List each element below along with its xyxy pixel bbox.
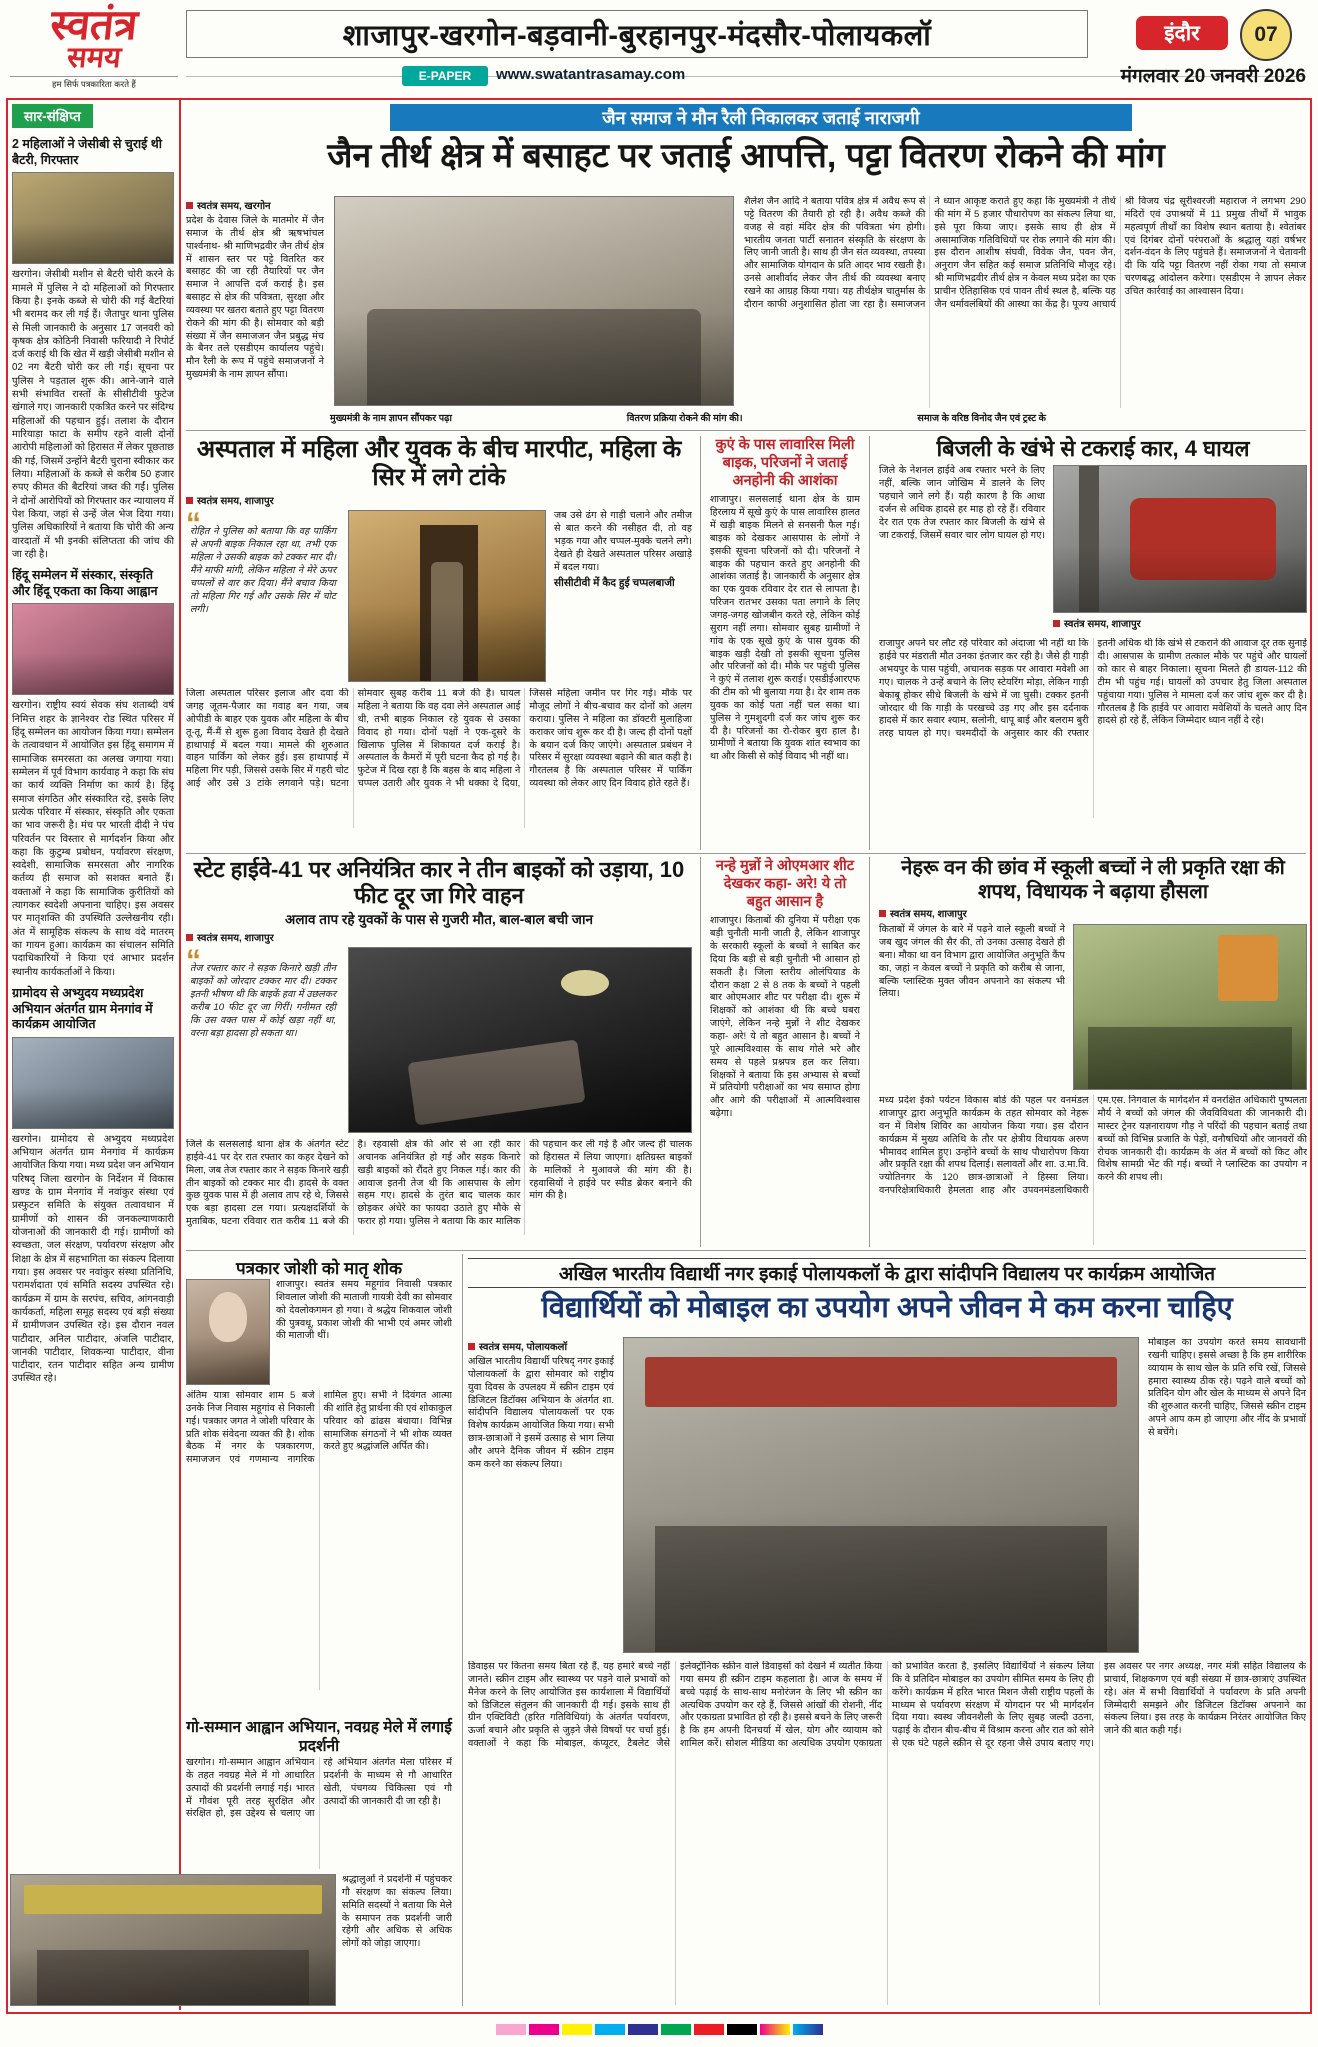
dateline-square-icon: [186, 934, 193, 941]
hospital-fight-story: [186, 436, 692, 850]
lead-body-text: शैलेश जैन आदि ने बताया पवित्र क्षेत्र में अवैध रूप से पट्टे वितरण की तैयारी हो रही है। अवैध कब्जे की वजह से वहां मंदिर क्षेत्र की पवित्रता भंग होगी। भारतीय जनता पार्टी सनातन संस्कृति के संरक्षण के लिए जानी जाती है। साथ ही जैन संत व्यवस्था, तपस्या और सामाजिक योगदान के प्रति आदर भाव रखती है। उनसे आशीर्वाद लेकर जैन तीर्थ की व्यवस्था बनाए रखने का आग्रह किया गया। यह तीर्थक्षेत्र चातुर्मास के दौरान काफी अनुशासित होता जा रहा है। समाजजन ने ध्यान आकृष्ट कराते हुए कहा कि मुख्यमंत्री ने तीर्थ की मांग में 5 हजार पौधारोपण का संकल्प लिया था, इसे पूरा किया जाए। इसके साथ ही क्षेत्र में असामाजिक गतिविधियों पर रोक लगाने की मांग की। इस दौरान आशीष संघवी, विवेक जैन, पवन जैन, अनुराग जैन सहित कई समाज प्रतिनिधि मौजूद रहे। श्री माणिभद्रवीर तीर्थ क्षेत्र न केवल मध्य प्रदेश का एक प्राचीन ऐतिहासिक एवं पावन तीर्थ स्थल है, बल्कि यह जैन धर्मावलंबियों की आस्था का केंद्र है। पूज्य आचार्य श्री विजय चंद्र सूरीश्वरजी महाराज ने लगभग 290 मंदिरों एवं उपाश्रयों में 11 प्रमुख तीर्थों में भावुक महत्वपूर्ण तीर्थों का विशेष स्थान बताया है। श्वेतांबर एवं दिगंबर दोनों परंपराओं के श्रद्धालु यहां वर्षभर दर्शन-वंदन के लिए पहुंचते हैं। समाजजनों ने चेतावनी दी कि यदि पट्टा वितरण नहीं रोका गया तो समाज चरणबद्ध आंदोलन करेगा। एसडीएम ने ज्ञापन लेकर उचित कार्रवाई का आश्वासन दिया।: [744, 196, 1306, 310]
mobile-story-headline: विद्यार्थियों को मोबाइल का उपयोग अपने जीवन मे कम करना चाहिए: [541, 1292, 1233, 1324]
print-registration-strip: [0, 2024, 1318, 2035]
lead-photo-captions: [330, 411, 1046, 424]
story-subhead: अलाव ताप रहे युवकों के पास से गुजरी मौत, बाल-बाल बची जान: [285, 912, 593, 928]
epaper-label[interactable]: E-PAPER: [402, 66, 488, 86]
edition-date: मंगलवार 20 जनवरी 2026: [1120, 66, 1306, 87]
dateline-square-icon: [186, 497, 193, 504]
dateline-square-icon: [468, 1343, 475, 1350]
story-intro-text: शाजापुर। स्वतंत्र समय महूगांव निवासी पत्रकार शिवलाल जोशी की माताजी गायत्री देवी का सोमवार को देवलोकगमन हो गया। वे श्रद्धेय शिकवाल जोशी की पुत्रवधू, प्रकाश जोशी की भाभी एवं अमर जोशी की माताजी थीं।: [276, 1279, 452, 1342]
mobile-story: [468, 1337, 1306, 1655]
print-color-mark: [661, 2024, 691, 2035]
bike-crash-photo: [348, 947, 692, 1133]
section-divider: [186, 853, 1306, 854]
car-pole-crash-story: [869, 436, 1307, 850]
story-intro-column: किताबों में जंगल के बारे में पढ़ने वाले स्कूली बच्चों ने जब खुद जंगल की सैर की, तो उनका उत्साह देखते ही बना। मौका था वन विभाग द्वारा आयोजित अनुभूति कैंप का, जहां न केवल बच्चों ने प्रकृति को करीब से जाना, बल्कि प्लास्टिक मुक्त जीवन अपनाने का संकल्प भी लिया।: [879, 924, 1065, 1000]
lead-story: [186, 196, 1306, 408]
sidebar-article-body: खरगोन। राष्ट्रीय स्वयं सेवक संघ शताब्दी वर्ष निमित्त शहर के ज्ञानेश्वर रोड स्थित परिसर में हिंदू सम्मेलन का आयोजन किया गया। सम्मेलन के तत्वावधान में आयोजित इस हिंदू समागम में सामाजिक समरसता का अलख जगाया गया। सम्मेलन में पूर्व विभाग कार्यवाह ने कहा कि संघ का कार्य व्यक्ति निर्माण का कार्य है। हिंदू समाज संगठित और संस्कारित रहे, इसके लिए प्रत्येक परिवार में संस्कार, संस्कृति और एकता का भाव जरूरी है। मंच पर भारती दीदी ने पंच परिवर्तन पर विस्तार से मार्गदर्शन किया और कहा कि कुटुम्ब प्रबोधन, पर्यावरण संरक्षण, स्वदेशी, सामाजिक समरसता और नागरिक कर्तव्य ही समाज को सशक्त बनाते हैं। वक्ताओं ने कहा कि सामाजिक कुरीतियों को त्यागकर स्वदेशी अपनाना चाहिए। इस अवसर पर मातृशक्ति की उपस्थिति उल्लेखनीय रही। अंत में सामूहिक संकल्प के साथ वंदे मातरम् का गायन हुआ। कार्यक्रम का संचालन समिति पदाधिकारियों ने किया एवं आभार प्रदर्शन स्थानीय कार्यकर्ताओं ने किया।: [12, 700, 174, 978]
forest-camp-photo: [1073, 924, 1307, 1090]
sidebar-article: [12, 986, 174, 1386]
omr-sheet-story: [700, 857, 860, 1247]
story-body-text: अंतिम यात्रा सोमवार शाम 5 बजे उनके निज निवास महूगांव से निकाली गई। पत्रकार जगत ने जोशी परिवार के प्रति शोक संवेदना व्यक्त की है। शोक बैठक में नगर के पत्रकारगण, समाजजन एवं गणमान्य नागरिक शामिल हुए। सभी ने दिवंगत आत्मा की शांति हेतु प्रार्थना की एवं शोकाकुल परिवार को ढांढस बंधाया। विभिन्न सामाजिक संगठनों ने भी शोक व्यक्त करते हुए श्रद्धांजलि अर्पित की।: [186, 1390, 452, 1466]
dateline-square-icon: [879, 910, 886, 917]
witness-quote: “ तेज रफ्तार कार ने सड़क किनारे खड़ी तीन बाइकों को जोरदार टक्कर मार दी। टक्कर इतनी भीषण थी कि बाइकें हवा में उछलकर करीब 10 फीट दूर जा गिरीं। गनीमत रही कि उस वक्त पास में कोई खड़ा नहीं था, वरना बड़ा हादसा हो सकता था।: [186, 947, 340, 1133]
story-body-text: जिले के सलसलाई थाना क्षेत्र के अंतर्गत स्टेट हाईवे-41 पर देर रात रफ्तार का कहर देखने को मिला, जब तेज रफ्तार कार ने सड़क किनारे खड़ी तीन बाइकों को टक्कर मार दी। हादसे के वक्त कुछ युवक पास में ही अलाव ताप रहे थे, जिससे एक बड़ा हादसा टल गया। प्रत्यक्षदर्शियों के मुताबिक, घटना रविवार रात करीब 11 बजे की है। रहवासी क्षेत्र की ओर से आ रही कार अचानक अनियंत्रित हो गई और सड़क किनारे खड़ी बाइकों को रौंदते हुए निकल गई। कार की आवाज इतनी तेज थी कि आसपास के लोग सहम गए। हादसे के तुरंत बाद चालक कार छोड़कर अंधेरे का फायदा उठाते हुए मौके से फरार हो गया। पुलिस ने बताया कि कार मालिक की पहचान कर ली गई है और जल्द ही चालक को हिरासत में लिया जाएगा। क्षतिग्रस्त बाइकों के मालिकों ने मुआवजे की मांग की है। रहवासियों ने हाईवे पर स्पीड ब्रेकर बनाने की मांग की है।: [186, 1139, 692, 1228]
paper-tagline: हम सिर्फ पत्रकारिता करते हैं: [10, 76, 178, 90]
side-text: जब उसे ढंग से गाड़ी चलाने और तमीज से बात करने की नसीहत दी, तो वह भड़क गया और चप्पल-मुक्के चलने लगे। देखते ही देखते अस्पताल परिसर अखाड़े में बदल गया।: [554, 510, 692, 573]
sidebar-article: [12, 568, 174, 979]
journalist-obituary-story: [186, 1256, 452, 1712]
print-color-mark: [727, 2024, 757, 2035]
story-headline: अस्पताल में महिला और युवक के बीच मारपीट, महिला के सिर में लगे टांके: [196, 436, 682, 491]
logo-line2: समय: [65, 42, 123, 74]
crashed-car-photo: [1053, 465, 1307, 613]
news-briefs-sidebar: [12, 104, 174, 1866]
page-number: 07: [1240, 9, 1292, 61]
website-link[interactable]: www.swatantrasamay.com: [496, 66, 686, 83]
story-headline: स्टेट हाईवे-41 पर अनियंत्रित कार ने तीन बाइकों को उड़ाया, 10 फीट दूर जा गिरे वाहन: [193, 857, 685, 908]
story-headline: पत्रकार जोशी को मातृ शोक: [235, 1259, 403, 1278]
story-subhead: सीसीटीवी में कैद हुई चप्पलबाजी: [554, 577, 675, 590]
story-headline: कुएं के पास लावारिस मिली बाइक, परिजनों ने जताई अनहोनी की आशंका: [715, 437, 855, 490]
story-headline: नन्हे मुन्नों ने ओएमआर शीट देखकर कहा- अरे! ये तो बहुत आसान है: [715, 858, 855, 911]
photo-caption: समाज के वरिष्ठ विनोद जैन एवं ट्रस्ट के: [917, 413, 1046, 424]
cow-story-body-continued: श्रद्धालुओं ने प्रदर्शनी में पहुंचकर गौ संरक्षण का संकल्प लिया। समिति सदस्यों ने बताया कि मेले के समापन तक प्रदर्शनी जारी रहेगी और अधिक से अधिक लोगों को जोड़ा जाएगा।: [342, 1874, 452, 1950]
story-headline: बिजली के खंभे से टकराई कार, 4 घायल: [936, 436, 1250, 461]
exhibition-photo: [10, 1874, 336, 2006]
dateline-square-icon: [186, 202, 193, 209]
print-color-mark: [793, 2024, 823, 2035]
obituary-portrait-photo: [186, 1279, 270, 1385]
sidebar-article-headline: हिंदू सम्मेलन में संस्कार, संस्कृति और हिंदू एकता का किया आह्वान: [12, 568, 158, 598]
story-side-column: मोबाइल का उपयोग करते समय सावधानी रखनी चाहिए। इससे अच्छा है कि हम शारीरिक व्यायाम के साथ खेल के प्रति रुचि रखें, जिससे हमारा स्वास्थ्य ठीक रहे। पढ़ने वाले बच्चों को प्रतिदिन योग और खेल के माध्यम से अपने दिन की शुरुआत करनी चाहिए, जिससे स्क्रीन टाइम अपने आप कम हो जाएगा और नींद के प्रभावों से बचेंगे।: [1148, 1337, 1306, 1438]
story-intro-text: अखिल भारतीय विद्यार्थी परिषद् नगर इकाई पोलायकलॉ के द्वारा सोमवार को राष्ट्रीय युवा दिवस के उपलक्ष्य में स्क्रीन टाइम एवं डिजिटल डिटॉक्स अभियान के अंतर्गत शा. सांदीपनि विद्यालय पोलायकलॉ पर एक विशेष कार्यक्रम आयोजित किया गया। सभी छात्र-छात्राओं ने इसमें उत्साह से भाग लिया और अपने दैनिक जीवन में स्क्रीन टाइम कम करने का संकल्प लिया।: [468, 1356, 614, 1470]
story-intro-column: जिले के नेशनल हाईवे अब रफ्तार भरने के लिए नहीं, बल्कि जान जोखिम में डालने के लिए पहचाने जाने लगे हैं। यही कारण है कि आधा दर्जन से अधिक हादसे हर माह हो रहे हैं। रविवार देर रात एक तेज रफ्तार कार बिजली के खंभे से जा टकराई, जिसमें सवार चार लोग घायल हो गए।: [879, 465, 1046, 541]
story-side-column: [554, 510, 692, 682]
nature-pledge-story: [869, 857, 1307, 1247]
section-divider: [186, 430, 1306, 431]
highway-crash-story: [186, 857, 692, 1247]
story-body-text: शाजापुर। किताबों की दुनिया में परीक्षा एक बड़ी चुनौती मानी जाती है, लेकिन शाजापुर के सरकारी स्कूलों के बच्चों ने साबित कर दिया कि बड़ी से बड़ी चुनौती भी आसान हो सकती है। जिला स्तरीय ओलंपियाड के दौरान कक्षा 2 से 8 तक के बच्चों ने पहली बार ओएमआर शीट पर परीक्षा दी। शुरू में शिक्षकों को आशंका थी कि बच्चे घबरा जाएंगे, लेकिन नन्हे मुन्नों ने शीट देखकर कहा- अरे! ये तो बहुत आसान है। बच्चों ने पूरे आत्मविश्वास के साथ गोले भरे और समय से पहले प्रश्नपत्र हल कर लिया। शिक्षकों ने बताया कि इस अभ्यास से बच्चों में प्रतियोगी परीक्षाओं का भय समाप्त होगा और आगे की परीक्षाओं में आत्मविश्वास बढ़ेगा।: [710, 915, 860, 1120]
section-divider: [186, 1250, 1306, 1251]
print-color-mark: [562, 2024, 592, 2035]
lead-intro-column: [186, 196, 324, 408]
sidebar-article-headline: 2 महिलाओं ने जेसीबी से चुराई थी बैटरी, गिरफ्तार: [12, 137, 163, 167]
lead-intro-text: प्रदेश के देवास जिले के मातमोर में जैन समाज के तीर्थ क्षेत्र श्री ऋषभांचल पार्श्वनाथ- श्री माणिभद्रवीर जैन तीर्थ क्षेत्र में शासन स्तर पर पट्टे वितरित कर बसाहट की जा रही तैयारियों पर जैन समाज ने आपत्ति दर्ज कराई है। इस बसाहट से क्षेत्र की पवित्रता, सुरक्षा और व्यवस्था पर खतरा बताते हुए पट्टा वितरण रोकने की मांग की है। सोमवार को बड़ी संख्या में जैन समाजजन जैन प्रबुद्ध मंच के बैनर तले एसडीएम कार्यालय पहुंचे। मौन रैली के रूप में पहुंचे समाजजनों ने मुख्यमंत्री के नाम ज्ञापन सौंपा।: [186, 215, 324, 381]
dateline-square-icon: [1053, 620, 1060, 627]
lead-kicker-banner: जैन समाज ने मौन रैली निकालकर जताई नाराजगी: [390, 104, 1132, 131]
column-divider: [462, 1254, 463, 2006]
sidebar-article-body: खरगोन। ग्रामोदय से अभ्युदय मध्यप्रदेश अभियान अंतर्गत ग्राम मेनगांव में कार्यक्रम आयोजित किया गया। मध्य प्रदेश जन अभियान परिषद् जिला खरगोन के निर्देशन में विकास खण्ड के ग्राम मेनगांव में नवांकुर संस्था एवं प्रस्फुटन समिति के संयुक्त तत्वावधान में ग्रामीणों को शासन की जनकल्याणकारी योजनाओं की जानकारी दी गई। ग्रामीणों को स्वच्छता, जल संरक्षण, पर्यावरण संरक्षण और शिक्षा के क्षेत्र में सहभागिता का संकल्प दिलाया गया। इस अवसर पर नवांकुर संस्था प्रतिनिधि, परामर्शदाता एवं समिति सदस्य उपस्थित रहे। कार्यक्रम में ग्राम के सरपंच, सचिव, आंगनवाड़ी कार्यकर्ता, महिला समूह सदस्य एवं बड़ी संख्या में ग्रामीणजन उपस्थित रहे। इस दौरान नवल पाटीदार, अनिल पाटीदार, अंजलि पाटीदार, जानकी पाटीदार, शिवकन्या पाटीदार, वीना पाटीदार, रतन पाटीदार सहित अन्य ग्रामीण उपस्थित रहे।: [12, 1133, 174, 1385]
print-color-mark: [628, 2024, 658, 2035]
print-color-mark: [760, 2024, 790, 2035]
abandoned-bike-story: [700, 436, 860, 850]
print-color-mark: [496, 2024, 526, 2035]
story-dateline: स्वतंत्र समय, शाजापुर: [186, 493, 692, 507]
print-color-mark: [595, 2024, 625, 2035]
story-photo-column: [1053, 465, 1307, 633]
sidebar-divider: [179, 98, 181, 2010]
story-body-text: मध्य प्रदेश ईको पर्यटन विकास बोर्ड की पहल पर वनमंडल शाजापुर द्वारा अनुभूति कार्यक्रम के तहत सोमवार को नेहरू वन में विशेष शिविर का आयोजन किया गया। इस दौरान कार्यक्रम में मुख्य अतिथि के तौर पर क्षेत्रीय विधायक अरुण भीमावद शामिल हुए। उन्होंने बच्चों के साथ पौधारोपण किया और प्रकृति रक्षा की शपथ दिलाई। सलावतों और शा. उ.मा.वि. ज्योतिनगर के 120 छात्र-छात्राओं ने हिस्सा लिया। वनपरिक्षेत्राधिकारी हेमलता शाह और उपवनमंडलाधिकारी एम.एस. निगवाल के मार्गदर्शन में वनरक्षित अधिकारी पुष्पलता मौर्य ने बच्चों को जंगल की जैवविविधता की जानकारी दी। मास्टर ट्रेनर यज्ञनारायण गौड़ ने परिंदों की पहचान बताई तथा बच्चों को विभिन्न प्रजाति के पेड़ों, वनौषधियों और जानवरों की रोचक जानकारी दी। कार्यक्रम के अंत में बच्चों को किट और विशेष सामग्री भेंट की गई। बच्चों ने प्लास्टिक का उपयोग न करने की शपथ ली।: [879, 1095, 1307, 1197]
story-body-text: राजापुर अपने घर लौट रहे परिवार को अंदाजा भी नहीं था कि हाईवे पर मंडराती मौत उनका इंतजार कर रही है। जैसे ही गाड़ी अभयपुर के पास पहुंची, अचानक सड़क पर आवारा मवेशी आ गए। चालक ने उन्हें बचाने के लिए स्टेयरिंग मोड़ा, लेकिन गाड़ी बेकाबू होकर सीधे बिजली के खंभे में जा घुसी। टक्कर इतनी जोरदार थी कि गाड़ी के परखच्चे उड़ गए और इस दर्दनाक हादसे में कार सवार श्याम, सलोनी, धापू बाई और बलराम बुरी तरह घायल हो गए। चश्मदीदों के अनुसार कार की रफ्तार इतनी अधिक थी कि खंभे से टकराने की आवाज दूर तक सुनाई दी। आसपास के ग्रामीण तत्काल मौके पर पहुंचे और घायलों को कार से बाहर निकाला। सूचना मिलते ही डायल-112 की टीम भी पहुंच गई। घायलों को उपचार हेतु जिला अस्पताल पहुंचाया गया। पुलिस ने मामला दर्ज कर जांच शुरू कर दी है। गौरतलब है कि हाईवे पर आवारा मवेशियों के चलते आए दिन हादसे हो रहे हैं, लेकिन जिम्मेदार ध्यान नहीं दे रहे।: [879, 638, 1307, 740]
story-body-text: जिला अस्पताल परिसर इलाज और दवा की जगह जूतम-पैजार का गवाह बन गया, जब ओपीडी के बाहर एक युवक और महिला के बीच तू-तू, मैं-मैं से शुरू हुआ विवाद देखते ही देखते हाथापाई में बदल गया। मामले की शुरुआत वाहन पार्किंग को लेकर हुई। इस हाथापाई में महिला गिर पड़ी, जिससे उसके सिर में गहरी चोट आई और उसे 3 टांके लगवाने पड़े। घटना सोमवार सुबह करीब 11 बजे की है। घायल महिला ने बताया कि वह दवा लेने अस्पताल आई थी, तभी बाइक निकाल रहे युवक से उसका विवाद हो गया। दोनों पक्षों ने एक-दूसरे के खिलाफ पुलिस में शिकायत दर्ज कराई है। अस्पताल के कैमरों में पूरी घटना कैद हो गई है। फुटेज में दिख रहा है कि बहस के बाद महिला ने चप्पल उतारी और युवक ने भी धक्का दे दिया, जिससे महिला जमीन पर गिर गई। मौके पर मौजूद लोगों ने बीच-बचाव कर दोनों को अलग कराया। पुलिस ने महिला का डॉक्टरी मुलाहिजा कराकर जांच शुरू कर दी है। जल्द ही दोनों पक्षों के बयान दर्ज किए जाएंगे। अस्पताल प्रबंधन ने परिसर में सुरक्षा व्यवस्था बढ़ाने की बात कही है। गौरतलब है कि अस्पताल परिसर में पार्किंग व्यवस्था को लेकर आए दिन विवाद होते रहते हैं।: [186, 688, 692, 790]
story-body-text: शाजापुर। सलसलाई थाना क्षेत्र के ग्राम हिरलाय में सूखे कुएं के पास लावारिस हालत में खड़ी बाइक मिलने से सनसनी फैल गई। बाइक को देखकर आसपास के लोगों ने इसकी सूचना परिजनों को दी। परिजनों ने बाइक की पहचान करते हुए अनहोनी की आशंका जताई है। जानकारी के अनुसार क्षेत्र का एक युवक रविवार देर रात से लापता है। परिजन रातभर उसका पता लगाने के लिए जगह-जगह खोजबीन करते रहे, लेकिन कोई सुराग नहीं लगा। सोमवार सुबह ग्रामीणों ने गांव के एक सूखे कुएं के पास युवक की बाइक खड़ी देखी तो इसकी सूचना पुलिस और परिजनों को दी। मौके पर पहुंची पुलिस ने कुएं में तलाश शुरू कराई। एसडीईआरएफ की टीम को भी बुलाया गया है। देर शाम तक युवक का कोई पता नहीं चल सका था। पुलिस ने गुमशुदगी दर्ज कर जांच शुरू कर दी है। परिजनों का रो-रोकर बुरा हाल है। ग्रामीणों ने बताया कि युवक शांत स्वभाव का था और किसी से कोई विवाद भी नहीं था।: [710, 494, 860, 763]
photo-caption: वितरण प्रक्रिया रोकने की मांग की।: [626, 413, 743, 424]
paper-logo: [10, 1, 178, 94]
abvp-program-banner: अखिल भारतीय विद्यार्थी नगर इकाई पोलायकलॉ के द्वारा सांदीपनि विद्यालय पर कार्यक्रम आयोजित: [468, 1258, 1306, 1288]
lead-photo-rally: [334, 196, 734, 406]
lead-headline: जैन तीर्थ क्षेत्र में बसाहट पर जताई आपत्ति, पट्टा वितरण रोकने की मांग: [327, 137, 1165, 175]
story-dateline: स्वतंत्र समय, पोलायकलॉ: [468, 1339, 614, 1353]
sidebar-section-title: सार-संक्षिप्त: [12, 104, 93, 128]
story-intro-column: [468, 1337, 614, 1655]
sidebar-photo-hindu-sammelan: [12, 603, 174, 695]
print-color-mark: [529, 2024, 559, 2035]
sidebar-photo-gramoday: [12, 1037, 174, 1129]
hospital-photo: [348, 510, 546, 682]
story-headline: नेहरू वन की छांव में स्कूली बच्चों ने ली प्रकृति रक्षा की शपथ, विधायक ने बढ़ाया हौसला: [901, 857, 1285, 903]
story-dateline: स्वतंत्र समय, शाजापुर: [879, 906, 1307, 920]
logo-line1: स्वतंत्र: [48, 1, 140, 48]
sidebar-article-headline: ग्रामोदय से अभ्युदय मध्यप्रदेश अभियान अंतर्गत ग्राम मेनगांव में कार्यक्रम आयोजित: [12, 985, 153, 1032]
school-event-photo: [623, 1337, 1139, 1653]
photo-caption: मुख्यमंत्री के नाम ज्ञापन सौंपकर पढ़ा: [330, 413, 452, 424]
sidebar-article-body: खरगोन। जेसीबी मशीन से बैटरी चोरी करने के मामले में पुलिस ने दो महिलाओं को गिरफ्तार किया है। इनके कब्जे से चोरी की गई बैटरियां भी बरामद कर ली गई हैं। जैतापुर थाना पुलिस से मिली जानकारी के अनुसार 17 जनवरी को कृषक क्षेत्र कोठिनी निवासी फरियादी ने रिपोर्ट दर्ज कराई थी कि खेत में खड़ी जेसीबी मशीन से 02 नग बैटरी चोरी कर ली गई। सूचना पर पुलिस ने पड़ताल शुरू की। आने-जाने वाले सभी संभावित रास्तों के सीसीटीवी फुटेज खंगाले गए। जानकारी एकत्रित करने पर संदिग्ध महिलाओं की पहचान हुई। तलाश के दौरान मारियाड़ा फाटा के समीप रहने वाली दोनों आरोपी महिलाओं को हिरासत में लेकर पूछताछ की गई, जिसमें उन्होंने बैटरी चुराना स्वीकार कर लिया। महिलाओं के कब्जे से करीब 50 हजार रुपए कीमत की बैटरियां जब्त की गईं। पुलिस ने दोनों आरोपियों को गिरफ्तार कर न्यायालय में पेश किया, जहां से उन्हें जेल भेज दिया गया। पुलिस अधिकारियों ने बताया कि चोरी की अन्य वारदातों में भी इनकी संलिप्तता की जांच की जा रही है।: [12, 269, 174, 560]
print-color-mark: [694, 2024, 724, 2035]
lead-dateline: स्वतंत्र समय, खरगोन: [186, 198, 324, 212]
story-dateline: स्वतंत्र समय, शाजापुर: [1053, 616, 1307, 630]
story-body-text: डिवाइस पर कितना समय बिता रहे हैं, यह हमारे बच्चे नहीं जानते। स्क्रीन टाइम और स्वास्थ्य पर पड़ने वाले प्रभावों को मैनेज करने के लिए आयोजित इस कार्यशाला में विद्यार्थियों को डिजिटल संतुलन की जानकारी दी गई। इसके साथ ही ग्रीन एक्टिविटी (हरित गतिविधियां) के अंतर्गत पर्यावरण, ऊर्जा बचाने और प्रकृति से जुड़ने जैसे विषयों पर चर्चा हुई। वक्ताओं ने कहा कि मोबाइल, कंप्यूटर, टैबलेट जैसे इलेक्ट्रॉनिक स्क्रीन वाले डिवाइसों को देखने में व्यतीत किया गया समय ही स्क्रीन टाइम कहलाता है। आज के समय में बच्चे पढ़ाई के साथ-साथ मनोरंजन के लिए भी स्क्रीन का अत्यधिक उपयोग कर रहे हैं, जिससे आंखों की रोशनी, नींद और एकाग्रता प्रभावित हो रही है। इससे बचने के लिए जरूरी है कि हम अपनी दिनचर्या में खेल, योग और व्यायाम को शामिल करें। सोशल मीडिया का अत्यधिक उपयोग एकाग्रता को प्रभावित करता है, इसलिए विद्यार्थियों ने संकल्प लिया कि वे प्रतिदिन मोबाइल का उपयोग सीमित समय के लिए ही करेंगे। कार्यक्रम में हरित भारत मिशन जैसी राष्ट्रीय पहलों के माध्यम से पर्यावरण संरक्षण में योगदान पर भी मार्गदर्शन दिया गया। स्वस्थ जीवनशैली के लिए सुबह जल्दी उठना, पढ़ाई के दौरान बीच-बीच में विश्राम करना और रात को सोने से एक घंटे पहले स्क्रीन से दूर रहना जैसे उपाय बताए गए। इस अवसर पर नगर अध्यक्ष, नगर मंत्री सहित विद्यालय के प्राचार्य, शिक्षकगण एवं बड़ी संख्या में छात्र-छात्राएं उपस्थित रहे। अंत में सभी विद्यार्थियों ने पर्यावरण के प्रति अपनी जिम्मेदारी समझने और डिजिटल डिटॉक्स अपनाने का संकल्प लिया। इस तरह के कार्यक्रम निरंतर आयोजित किए जाने की बात कही गई।: [468, 1661, 1306, 1750]
witness-quote: “ रोहित ने पुलिस को बताया कि वह पार्किंग से अपनी बाइक निकाल रहा था, तभी एक महिला ने उसकी बाइक को टक्कर मार दी। मैंने माफी मांगी, लेकिन महिला ने मेरे ऊपर चप्पलों से वार कर दिया। मैंने बचाव किया तो महिला गिर गई और उसके सिर में चोट लगी।: [186, 510, 340, 682]
cow-story-headline: गो-सम्मान आह्वान अभियान, नवग्रह मेले में लगाई प्रदर्शनी: [186, 1719, 452, 1755]
region-banner: शाजापुर-खरगोन-बड़वानी-बुरहानपुर-मंदसौर-पोलायकलॉ: [186, 10, 1088, 58]
story-dateline: स्वतंत्र समय, शाजापुर: [186, 930, 692, 944]
cow-story-body: खरगोन। गो-सम्मान आह्वान अभियान के तहत नवग्रह मेले में गो आधारित उत्पादों की प्रदर्शनी लगाई गई। भारत में गौवंश पूरी तरह सुरक्षित और संरक्षित हो, इस उद्देश्य से चलाए जा रहे अभियान अंतर्गत मेला परिसर में प्रदर्शनी के माध्यम से गौ आधारित खेती, पंचगव्य चिकित्सा एवं गौ उत्पादों की जानकारी दी जा रही है।: [186, 1757, 452, 1820]
sidebar-photo-jcb-theft: [12, 172, 174, 264]
sidebar-article: [12, 137, 174, 561]
edition-badge: इंदौर: [1136, 16, 1228, 50]
